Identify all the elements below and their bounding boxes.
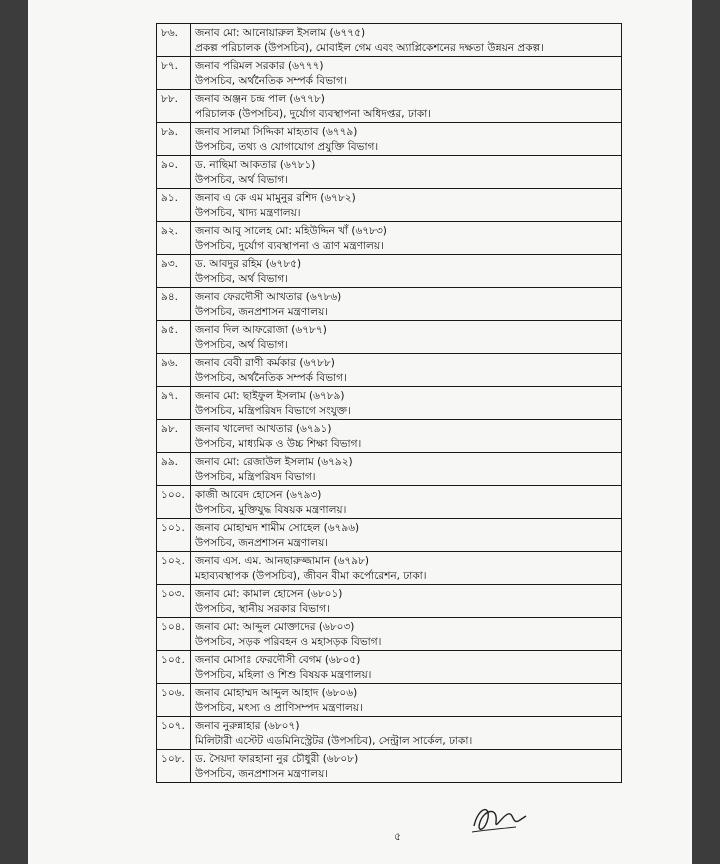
officer-entry [191, 552, 622, 585]
serial-number: ১০১. [157, 519, 191, 552]
officer-name: জনাব মো: ছাইফুল ইসলাম (৬৭৮৯) [195, 390, 345, 402]
serial-number: ১০৩. [157, 585, 191, 618]
table-row [157, 57, 622, 90]
table-row [157, 189, 622, 222]
serial-number: ৮৬. [157, 24, 191, 57]
officer-post: উপসচিব, জনপ্রশাসন মন্ত্রণালয়। [195, 305, 329, 318]
officer-post: উপসচিব, সড়ক পরিবহন ও মহাসড়ক বিভাগ। [195, 635, 382, 648]
officer-post: উপসচিব, জনপ্রশাসন মন্ত্রণালয়। [195, 536, 329, 549]
officer-entry [191, 717, 622, 750]
table-row [157, 255, 622, 288]
officer-post: উপসচিব, অর্থ বিভাগ। [195, 338, 289, 351]
officer-entry [191, 486, 622, 519]
officer-post: মহাব্যবস্থাপক (উপসচিব), জীবন বীমা কর্পোরেশন, ঢাকা। [195, 569, 427, 582]
officer-name: জনাব মোহাম্মদ আব্দুল আহাদ (৬৮০৬) [195, 687, 358, 699]
officer-name: কাজী আবেদ হোসেন (৬৭৯৩) [195, 489, 322, 501]
table-row [157, 321, 622, 354]
officer-name: জনাব নুরুন্নাহার (৬৮০৭) [195, 720, 300, 732]
serial-number: ১০০. [157, 486, 191, 519]
officer-post: উপসচিব, মৎস্য ও প্রাণিসম্পদ মন্ত্রণালয়। [195, 701, 363, 714]
officer-post: উপসচিব, খাদ্য মন্ত্রণালয়। [195, 206, 301, 219]
officer-name: জনাব মো: আনোয়ারুল ইসলাম (৬৭৭৫) [195, 27, 366, 39]
serial-number: ৯৯. [157, 453, 191, 486]
officer-name: জনাব অঞ্জন চন্দ্র পাল (৬৭৭৮) [195, 93, 325, 105]
officer-entry [191, 684, 622, 717]
table-row [157, 750, 622, 783]
officer-name: জনাব মো: কামাল হোসেন (৬৮০১) [195, 588, 343, 600]
table-row [157, 288, 622, 321]
officer-name: জনাব মোসাঃ ফেরদৌসী বেগম (৬৮০৫) [195, 654, 361, 666]
serial-number: ১০৬. [157, 684, 191, 717]
table-row [157, 156, 622, 189]
table-row [157, 618, 622, 651]
table-row [157, 90, 622, 123]
serial-number: ১০৮. [157, 750, 191, 783]
officer-post: উপসচিব, অর্থ বিভাগ। [195, 272, 289, 285]
officer-table-body [157, 24, 622, 783]
serial-number: ৮৮. [157, 90, 191, 123]
serial-number: ১০৭. [157, 717, 191, 750]
officer-entry [191, 321, 622, 354]
officer-post: প্রকল্প পরিচালক (উপসচিব), মোবাইল গেম এবং অ্যাপ্লিকেশনের দক্ষতা উন্নয়ন প্রকল্প। [195, 41, 544, 54]
page-number: ৫ [394, 830, 402, 843]
officer-name: জনাব মোহাম্মদ শামীম সোহেল (৬৭৯৬) [195, 522, 360, 534]
officer-post: উপসচিব, মন্ত্রিপরিষদ বিভাগ। [195, 470, 316, 483]
table-row [157, 420, 622, 453]
serial-number: ৯২. [157, 222, 191, 255]
document-page [28, 0, 692, 864]
officer-post: মিলিটারী এস্টেট এডমিনিস্ট্রেটর (উপসচিব), সেন্ট্রাল সার্কেল, ঢাকা। [195, 734, 473, 747]
officer-post: উপসচিব, জনপ্রশাসন মন্ত্রণালয়। [195, 767, 329, 780]
officer-post: উপসচিব, মন্ত্রিপরিষদ বিভাগে সংযুক্ত। [195, 404, 351, 417]
officer-entry [191, 24, 622, 57]
officer-name: জনাব আবু সালেহ মো: মহিউদ্দিন খাঁ (৬৭৮৩) [195, 225, 387, 237]
serial-number: ৮৭. [157, 57, 191, 90]
table-row [157, 552, 622, 585]
serial-number: ৯৮. [157, 420, 191, 453]
officer-entry [191, 123, 622, 156]
serial-number: ৯৩. [157, 255, 191, 288]
table-row [157, 717, 622, 750]
officer-entry [191, 222, 622, 255]
officer-post: উপসচিব, মহিলা ও শিশু বিষয়ক মন্ত্রণালয়। [195, 668, 372, 681]
officer-name: ড. সৈয়দা ফারহানা নুর চৌধুরী (৬৮০৮) [195, 753, 359, 765]
officer-entry [191, 255, 622, 288]
officer-name: জনাব ফেরদৌসী আখতার (৬৭৮৬) [195, 291, 342, 303]
officer-entry [191, 90, 622, 123]
officer-post: উপসচিব, মাধ্যমিক ও উচ্চ শিক্ষা বিভাগ। [195, 437, 362, 450]
officer-post: পরিচালক (উপসচিব), দুর্যোগ ব্যবস্থাপনা অধিদপ্তর, ঢাকা। [195, 107, 432, 120]
officer-entry [191, 651, 622, 684]
table-row [157, 651, 622, 684]
serial-number: ৯৪. [157, 288, 191, 321]
serial-number: ১০৫. [157, 651, 191, 684]
officer-entry [191, 585, 622, 618]
officer-table [156, 23, 622, 783]
officer-entry [191, 288, 622, 321]
officer-name: জনাব দিল আফরোজা (৬৭৮৭) [195, 324, 327, 336]
officer-post: উপসচিব, অর্থ বিভাগ। [195, 173, 289, 186]
table-row [157, 24, 622, 57]
officer-post: উপসচিব, অর্থনৈতিক সম্পর্ক বিভাগ। [195, 74, 347, 87]
officer-entry [191, 519, 622, 552]
officer-entry [191, 750, 622, 783]
officer-post: উপসচিব, মুক্তিযুদ্ধ বিষয়ক মন্ত্রণালয়। [195, 503, 347, 516]
serial-number: ৯৫. [157, 321, 191, 354]
officer-name: জনাব সালমা সিদ্দিকা মাহতাব (৬৭৭৯) [195, 126, 358, 138]
officer-post: উপসচিব, অর্থনৈতিক সম্পর্ক বিভাগ। [195, 371, 347, 384]
serial-number: ৮৯. [157, 123, 191, 156]
table-row [157, 387, 622, 420]
officer-post: উপসচিব, দুর্যোগ ব্যবস্থাপনা ও ত্রাণ মন্ত্রণালয়। [195, 239, 384, 252]
table-row [157, 684, 622, 717]
officer-entry [191, 387, 622, 420]
table-row [157, 123, 622, 156]
officer-entry [191, 420, 622, 453]
serial-number: ৯৬. [157, 354, 191, 387]
officer-entry [191, 354, 622, 387]
officer-name: ড. আবদুর রহিম (৬৭৮৫) [195, 258, 302, 270]
serial-number: ৯১. [157, 189, 191, 222]
officer-entry [191, 57, 622, 90]
signature [468, 796, 528, 840]
officer-post: উপসচিব, তথ্য ও যোগাযোগ প্রযুক্তি বিভাগ। [195, 140, 379, 153]
officer-entry [191, 453, 622, 486]
officer-name: জনাব এ কে এম মামুনুর রশিদ (৬৭৮২) [195, 192, 356, 204]
table-row [157, 486, 622, 519]
officer-name: জনাব এস. এম. আনছারুজ্জামান (৬৭৯৮) [195, 555, 369, 567]
serial-number: ৯০. [157, 156, 191, 189]
officer-entry [191, 189, 622, 222]
serial-number: ১০৪. [157, 618, 191, 651]
table-row [157, 585, 622, 618]
officer-entry [191, 618, 622, 651]
officer-entry [191, 156, 622, 189]
table-row [157, 222, 622, 255]
officer-name: জনাব মো: আব্দুল মোক্তাদের (৬৮০৩) [195, 621, 355, 633]
serial-number: ১০২. [157, 552, 191, 585]
table-row [157, 453, 622, 486]
table-row [157, 354, 622, 387]
officer-name: জনাব বেবী রাণী কর্মকার (৬৭৮৮) [195, 357, 335, 369]
officer-name: ড. নাছিমা আকতার (৬৭৮১) [195, 159, 316, 171]
table-row [157, 519, 622, 552]
officer-name: জনাব খালেদা আখতার (৬৭৯১) [195, 423, 332, 435]
serial-number: ৯৭. [157, 387, 191, 420]
officer-name: জনাব মো: রেজাউল ইসলাম (৬৭৯২) [195, 456, 353, 468]
officer-name: জনাব পরিমল সরকার (৬৭৭৭) [195, 60, 324, 72]
officer-post: উপসচিব, স্থানীয় সরকার বিভাগ। [195, 602, 330, 615]
